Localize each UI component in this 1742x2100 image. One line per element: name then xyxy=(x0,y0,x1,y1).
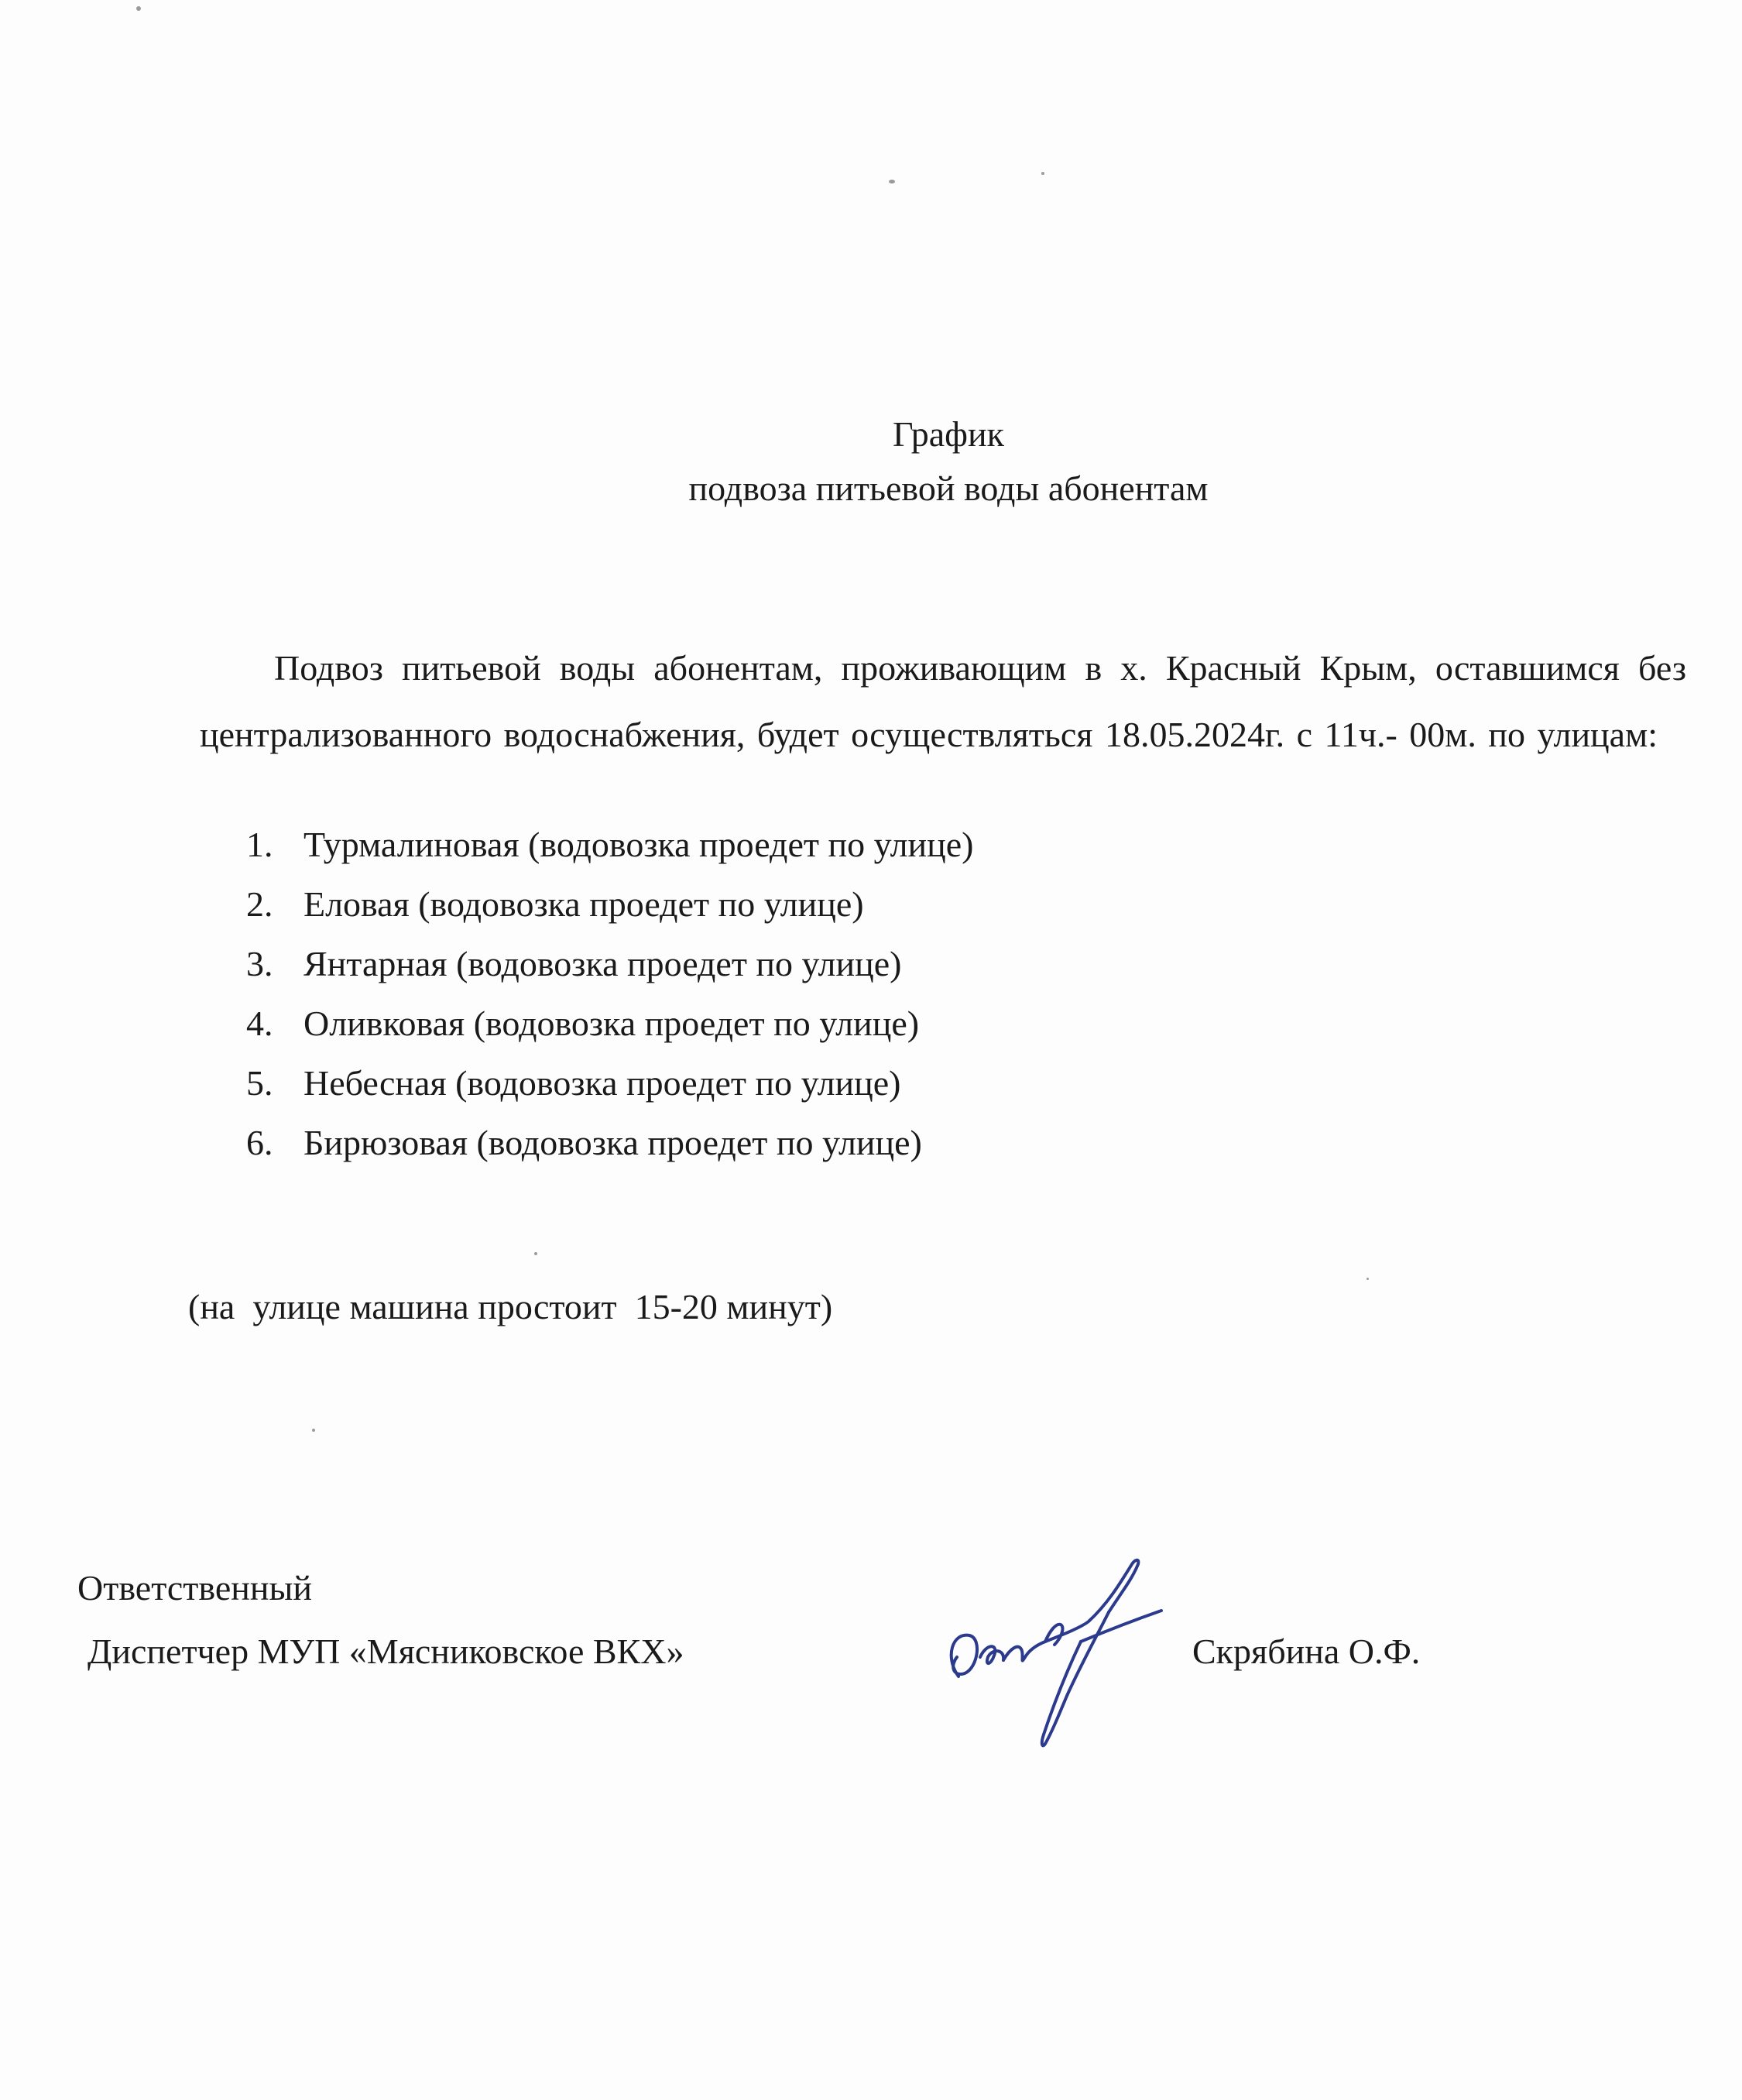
scan-speck xyxy=(136,6,141,11)
street-text: Бирюзовая (водовозка проедет по улице) xyxy=(303,1123,922,1162)
list-number: 3. xyxy=(246,944,273,983)
intro-paragraph: Подвоз питьевой воды абонентам, проживающим в х. Красный Крым, оставшимся без централизованного водоснабжения, будет осуществляться 18.05.2024г. с 11ч.- 00м. по улицам: xyxy=(200,648,1686,754)
street-list xyxy=(246,815,974,1172)
list-item xyxy=(246,874,974,934)
scan-speck xyxy=(312,1429,315,1432)
scan-speck xyxy=(534,1252,537,1255)
list-item xyxy=(246,1053,974,1113)
list-number: 6. xyxy=(246,1123,273,1162)
list-item xyxy=(246,1113,974,1172)
street-text: Небесная (водовозка проедет по улице) xyxy=(303,1063,901,1103)
list-number: 5. xyxy=(246,1063,273,1103)
street-text: Янтарная (водовозка проедет по улице) xyxy=(303,944,902,983)
list-number: 4. xyxy=(246,1004,273,1043)
street-text: Оливковая (водовозка проедет по улице) xyxy=(303,1004,920,1043)
scan-speck xyxy=(1367,1278,1369,1280)
street-text: Турмалиновая (водовозка проедет по улице) xyxy=(303,825,974,864)
parking-note: (на улице машина простоит 15-20 минут) xyxy=(188,1287,833,1326)
scan-speck xyxy=(889,180,895,184)
list-item xyxy=(246,934,974,993)
document-subtitle: подвоза питьевой воды абонентам xyxy=(688,468,1209,508)
document-title: График xyxy=(893,414,1004,454)
responsible-name: Скрябина О.Ф. xyxy=(1192,1632,1421,1671)
responsible-title: Ответственный xyxy=(77,1568,312,1608)
list-item xyxy=(246,993,974,1053)
list-number: 2. xyxy=(246,884,273,924)
list-number: 1. xyxy=(246,825,273,864)
scan-speck xyxy=(1041,172,1044,175)
handwritten-signature xyxy=(929,1541,1192,1750)
list-item xyxy=(246,815,974,874)
responsible-position: Диспетчер МУП «Мясниковское ВКХ» xyxy=(87,1632,684,1671)
street-text: Еловая (водовозка проедет по улице) xyxy=(303,884,864,924)
